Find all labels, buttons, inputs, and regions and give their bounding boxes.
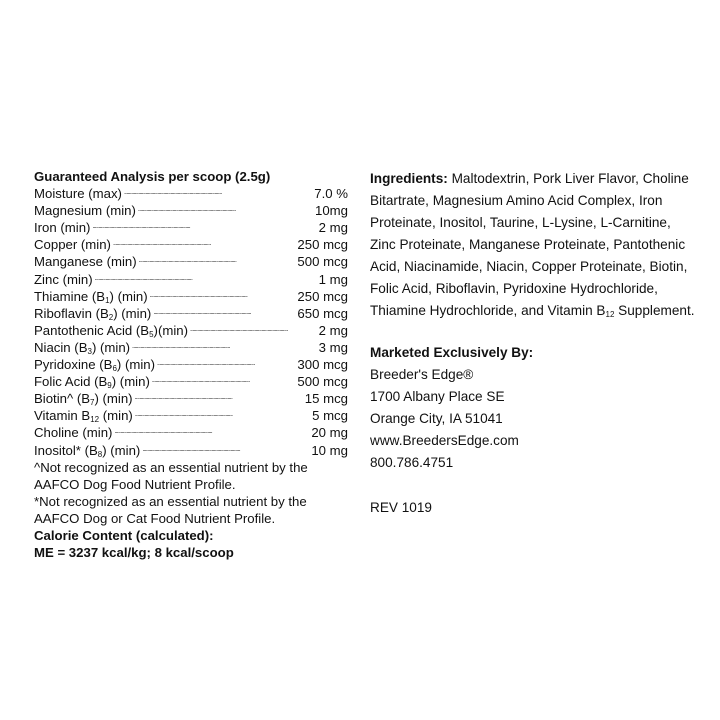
nutrient-value: 500 mcg: [297, 374, 348, 390]
nutrient-subscript: 8: [97, 449, 103, 459]
dot-leader: [124, 190, 312, 202]
nutrient-name-text: Niacin (B: [34, 339, 88, 355]
nutrient-value: 500 mcg: [297, 254, 348, 270]
nutrient-name-suffix: ) (min): [116, 357, 155, 373]
analysis-row: [34, 322, 348, 339]
nutrient-subscript: 1: [105, 295, 110, 305]
ingredients-tail: Supplement.: [614, 303, 695, 318]
nutrient-name-text: Pantothenic Acid (B: [34, 322, 150, 338]
analysis-row: [34, 219, 348, 236]
nutrient-value: 3 mg: [318, 339, 348, 355]
analysis-row: [34, 202, 348, 219]
analysis-title: Guaranteed Analysis per scoop (2.5g): [34, 169, 271, 184]
dot-leader: [114, 430, 309, 442]
nutrient-name: [34, 356, 155, 373]
analysis-row: [34, 424, 348, 441]
analysis-row: [34, 339, 348, 356]
nutrient-value: 300 mcg: [297, 357, 348, 373]
dot-leader: [95, 276, 317, 288]
ingredients-text: Maltodextrin, Pork Liver Flavor, Choline Bitartrate, Magnesium Amino Acid Complex, Iron Proteinate, Inositol, Taurine, L-Lysine, L-Carnitine, Zinc Proteinate, Manganese Proteinate, Pantothenic Acid, Niacinamide, Niacin, Copper Proteinate, Biotin, Folic Acid, Riboflavin, Pyridoxine Hydrochloride, Thiamine Hydrochloride, and Vitamin B: [370, 171, 689, 318]
ingredients-sub: 12: [605, 310, 615, 319]
nutrient-name-suffix: (min): [99, 408, 133, 424]
calorie-title: Calorie Content (calculated):: [34, 527, 214, 543]
nutrient-subscript: 2: [108, 312, 114, 322]
nutrient-name-text: Folic Acid (B: [34, 374, 108, 390]
nutrient-name-text: Manganese (min): [34, 254, 137, 270]
nutrient-subscript: 3: [87, 346, 92, 356]
dot-leader: [135, 395, 303, 407]
nutrient-value: 2 mg: [318, 220, 348, 236]
nutrient-name-text: Moisture (max): [34, 186, 122, 202]
analysis-row: [34, 373, 348, 390]
analysis-row: [34, 305, 348, 322]
analysis-row: [34, 288, 348, 305]
nutrient-value: 20 mg: [311, 425, 348, 441]
calorie-value: ME = 3237 kcal/kg; 8 kcal/scoop: [34, 545, 234, 561]
ingredients-block: [370, 168, 695, 322]
marketed-line-company: Breeder's Edge®: [370, 367, 474, 382]
nutrient-subscript: 9: [107, 381, 112, 391]
nutrient-value: 250 mcg: [297, 288, 348, 304]
nutrient-name-suffix: ) (min): [113, 305, 152, 321]
nutrient-value: 10mg: [315, 203, 348, 219]
ingredients-label: Ingredients:: [370, 171, 448, 186]
nutrient-value: 7.0 %: [314, 186, 348, 202]
guaranteed-analysis-panel: [34, 168, 348, 561]
nutrient-subscript: 5: [149, 329, 154, 339]
nutrient-name-suffix: ) (min): [109, 288, 148, 304]
dot-leader: [138, 207, 313, 219]
nutrient-value: 250 mcg: [297, 237, 348, 253]
nutrient-name-text: Thiamine (B: [34, 288, 106, 304]
nutrient-name: [34, 407, 133, 424]
dot-leader: [139, 259, 296, 271]
nutrient-name: [34, 202, 136, 219]
nutrient-name-text: Vitamin B: [34, 408, 91, 424]
nutrient-name: [34, 373, 150, 390]
dot-leader: [153, 310, 295, 322]
dot-leader: [132, 344, 317, 356]
analysis-row: [34, 442, 348, 459]
nutrient-value: 2 mg: [318, 322, 348, 338]
analysis-rows: [34, 185, 348, 459]
nutrient-name: [34, 253, 137, 270]
nutrient-value: 15 mcg: [304, 391, 348, 407]
nutrient-name-text: Choline (min): [34, 425, 113, 441]
nutrient-name-suffix: ) (min): [91, 339, 131, 355]
marketed-title: Marketed Exclusively By:: [370, 345, 534, 360]
dot-leader: [152, 378, 296, 390]
marketed-line-website: www.BreedersEdge.com: [370, 433, 519, 448]
dot-leader: [135, 412, 310, 424]
marketed-line-city: Orange City, IA 51041: [370, 411, 503, 426]
nutrient-subscript: 12: [90, 415, 100, 425]
analysis-row: [34, 236, 348, 253]
marketed-line-street: 1700 Albany Place SE: [370, 389, 505, 404]
nutrient-name: [34, 442, 140, 459]
nutrient-name: [34, 339, 130, 356]
nutrient-name-text: Riboflavin (B: [34, 305, 109, 321]
nutrient-name-suffix: )(min): [153, 322, 188, 338]
dot-leader: [157, 361, 295, 373]
nutrient-name: [34, 236, 111, 253]
nutrient-name: [34, 322, 188, 339]
nutrient-value: 650 mcg: [297, 305, 348, 321]
nutrient-name: [34, 219, 90, 236]
analysis-row: [34, 271, 348, 288]
nutrient-value: 10 mg: [311, 442, 348, 458]
right-panel: [370, 168, 695, 519]
footnote-asterisk: *Not recognized as an essential nutrient by the AAFCO Dog or Cat Food Nutrient Profile.: [34, 493, 307, 526]
nutrient-subscript: 6: [112, 364, 117, 374]
dot-leader: [92, 224, 316, 236]
nutrient-value: 1 mg: [318, 271, 348, 287]
nutrient-name-text: Magnesium (min): [34, 203, 136, 219]
analysis-row: [34, 390, 348, 407]
revision-code: REV 1019: [370, 500, 432, 515]
footnote-caret: ^Not recognized as an essential nutrient by the AAFCO Dog Food Nutrient Profile.: [34, 459, 308, 492]
nutrient-name-text: Inositol* (B: [34, 442, 98, 458]
analysis-row: [34, 407, 348, 424]
nutrient-value: 5 mcg: [312, 408, 348, 424]
dot-leader: [113, 241, 295, 253]
nutrient-name-text: Zinc (min): [34, 271, 93, 287]
nutrient-name-suffix: ) (min): [94, 391, 133, 407]
nutrient-name-text: Pyridoxine (B: [34, 357, 113, 373]
analysis-row: [34, 185, 348, 202]
nutrient-name: [34, 185, 122, 202]
analysis-row: [34, 253, 348, 270]
nutrient-name: [34, 424, 112, 441]
dot-leader: [190, 327, 317, 339]
marketed-line-phone: 800.786.4751: [370, 455, 454, 470]
nutrient-subscript: 7: [90, 398, 95, 408]
dot-leader: [150, 293, 296, 305]
nutrient-name: [34, 271, 93, 288]
analysis-row: [34, 356, 348, 373]
nutrient-name: [34, 288, 148, 305]
nutrient-name-text: Biotin^ (B: [34, 391, 91, 407]
nutrient-name-suffix: ) (min): [102, 442, 141, 458]
nutrient-name-text: Copper (min): [34, 237, 111, 253]
nutrient-name: [34, 305, 151, 322]
nutrient-name-suffix: ) (min): [111, 374, 150, 390]
dot-leader: [142, 447, 309, 459]
nutrient-name-text: Iron (min): [34, 220, 91, 236]
nutrient-name: [34, 390, 133, 407]
